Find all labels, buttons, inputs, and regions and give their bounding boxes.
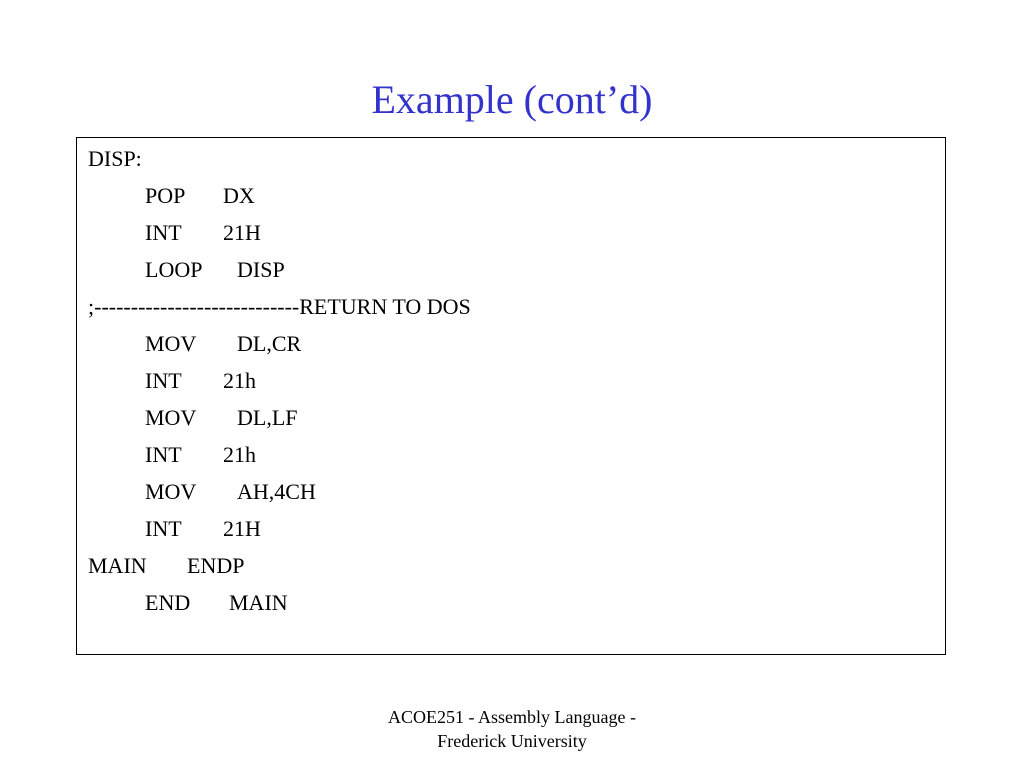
code-mnemonic: MAIN (88, 553, 147, 578)
code-line-int (145, 218, 261, 248)
code-mnemonic: MOV (145, 405, 197, 430)
code-mnemonic: MOV (145, 331, 197, 356)
code-line-loop (145, 255, 285, 285)
code-line-mov (145, 329, 301, 359)
code-label-disp: DISP: (88, 146, 142, 171)
code-mnemonic: INT (145, 220, 182, 245)
code-operand: DL,LF (237, 405, 298, 430)
code-line-mov (145, 477, 316, 507)
code-line-mov (145, 403, 298, 433)
code-operand: DISP (237, 257, 285, 282)
code-operand: 21h (223, 368, 256, 393)
footer-university-line: Frederick University (437, 731, 587, 751)
code-operand: DL,CR (237, 331, 302, 356)
code-line-pop (145, 181, 255, 211)
code-line-int (145, 514, 261, 544)
code-mnemonic: INT (145, 442, 182, 467)
code-line-int (145, 440, 256, 470)
code-mnemonic: POP (145, 183, 186, 208)
code-mnemonic: INT (145, 368, 182, 393)
slide-title: Example (cont’d) (371, 77, 653, 122)
code-mnemonic: LOOP (145, 257, 203, 282)
code-line-int (145, 366, 256, 396)
code-mnemonic: MOV (145, 479, 197, 504)
code-operand: AH,4CH (237, 479, 316, 504)
footer-course-line: ACOE251 - Assembly Language - (388, 707, 636, 727)
code-mnemonic: INT (145, 516, 182, 541)
code-operand: 21H (223, 516, 261, 541)
code-line-end (145, 588, 288, 618)
code-operand: MAIN (229, 590, 288, 615)
code-mnemonic: END (145, 590, 191, 615)
code-operand: DX (223, 183, 255, 208)
code-operand: ENDP (187, 553, 245, 578)
slide-footer (0, 705, 1024, 753)
code-operand: 21H (223, 220, 261, 245)
code-operand: 21h (223, 442, 256, 467)
code-line-main-endp (88, 551, 244, 581)
code-listing-box (76, 137, 946, 655)
code-comment-return-to-dos: ;----------------------------RETURN TO DOS (88, 294, 471, 319)
